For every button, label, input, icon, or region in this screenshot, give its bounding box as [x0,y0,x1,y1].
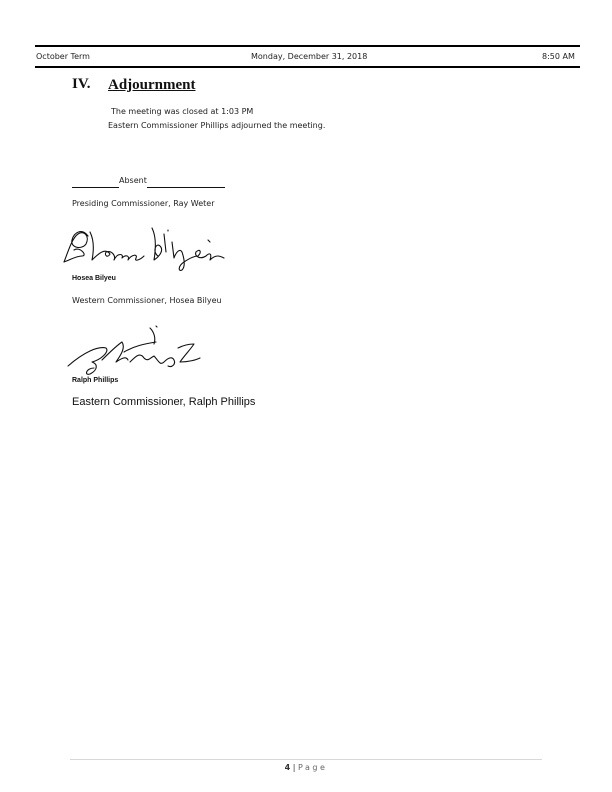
hosea-signature-name: Hosea Bilyeu [72,275,116,282]
western-commissioner: Western Commissioner, Hosea Bilyeu [72,296,222,305]
page-number: 4 [284,763,291,772]
presiding-commissioner: Presiding Commissioner, Ray Weter [72,199,215,208]
meeting-closed-text: The meeting was closed at 1:03 PM [111,107,254,116]
header-time: 8:50 AM [542,52,575,61]
section-number: IV. [72,76,91,92]
absent-line [72,170,225,188]
page-word: Page [298,763,328,772]
adjourned-text: Eastern Commissioner Phillips adjourned the meeting. [108,121,326,130]
section-title: Adjournment [108,77,196,93]
ralph-signature-image [64,322,204,378]
header-bottom-rule [35,66,580,68]
ralph-signature-name: Ralph Phillips [72,377,119,384]
absent-label: Absent [119,176,147,185]
footer-rule [70,759,542,760]
eastern-commissioner: Eastern Commissioner, Ralph Phillips [72,396,256,408]
header-top-rule [35,45,580,47]
hosea-signature-image [60,222,230,274]
page-footer [0,763,612,772]
header-term: October Term [36,52,90,61]
header-date: Monday, December 31, 2018 [251,52,368,61]
page-separator: | [292,763,296,772]
